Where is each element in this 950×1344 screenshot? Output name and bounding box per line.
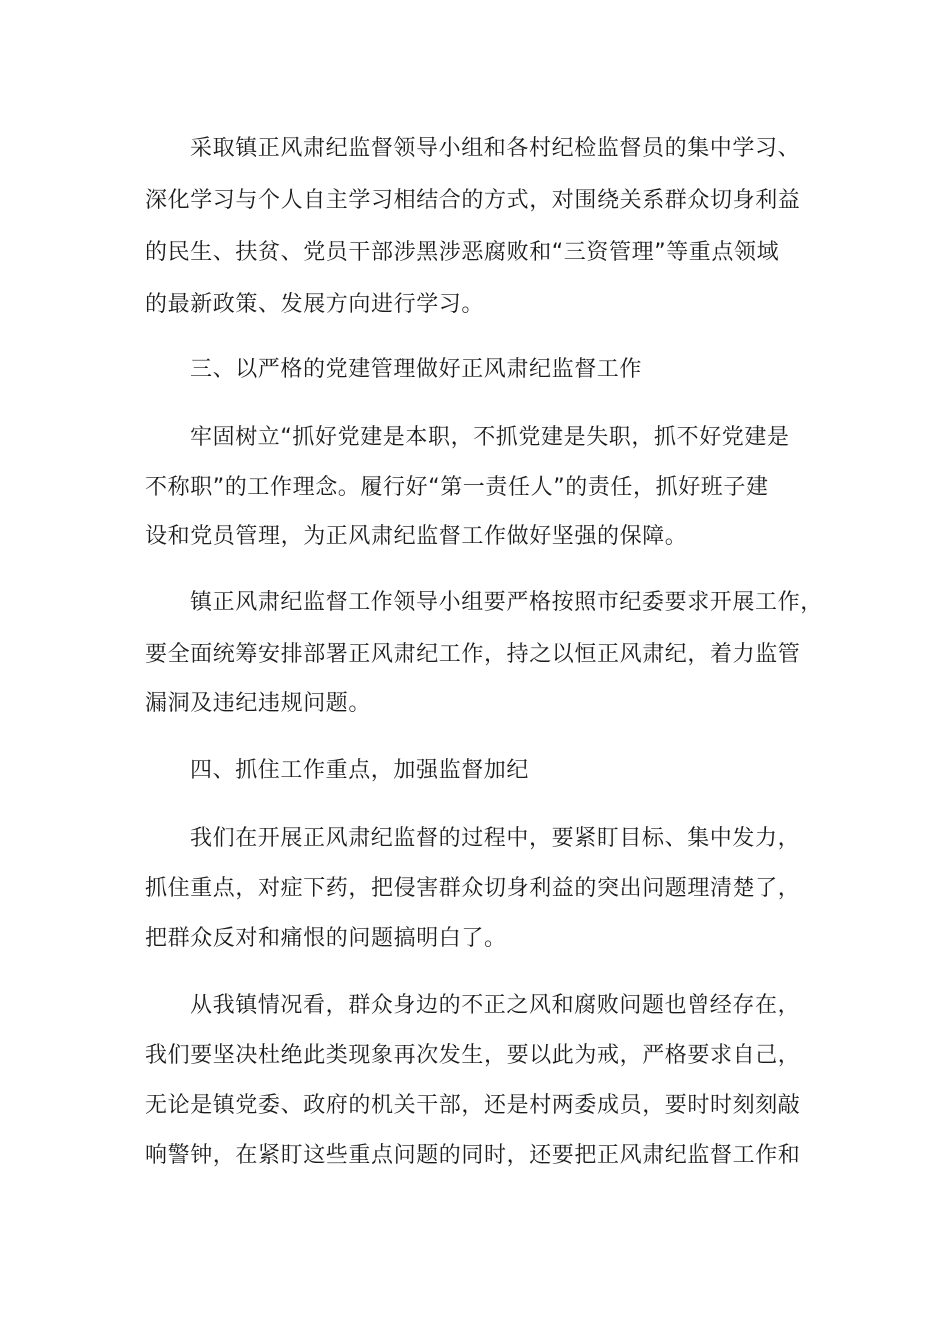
paragraph-5-line-2: 我们要坚决杜绝此类现象再次发生，要以此为戒，严格要求自己， — [145, 1043, 801, 1068]
paragraph-4-line-3: 把群众反对和痛恨的问题搞明白了。 — [145, 926, 507, 951]
paragraph-5-line-4: 响警钟，在紧盯这些重点问题的同时，还要把正风肃纪监督工作和 — [145, 1143, 801, 1168]
paragraph-4-line-1: 我们在开展正风肃纪监督的过程中，要紧盯目标、集中发力， — [190, 826, 801, 851]
section-heading-4: 四、抓住工作重点，加强监督加纪 — [190, 758, 530, 783]
paragraph-1-line-1: 采取镇正风肃纪监督领导小组和各村纪检监督员的集中学习、 — [190, 136, 801, 161]
paragraph-5-line-1: 从我镇情况看，群众身边的不正之风和腐败问题也曾经存在， — [190, 993, 801, 1018]
section-heading-3: 三、以严格的党建管理做好正风肃纪监督工作 — [190, 357, 643, 382]
paragraph-5-line-3: 无论是镇党委、政府的机关干部，还是村两委成员，要时时刻刻敲 — [145, 1093, 801, 1118]
paragraph-1-line-4: 的最新政策、发展方向进行学习。 — [145, 292, 485, 317]
paragraph-1-line-3: 的民生、扶贫、党员干部涉黑涉恶腐败和“三资管理”等重点领域 — [145, 240, 780, 265]
paragraph-3-line-3: 漏洞及违纪违规问题。 — [145, 691, 372, 716]
paragraph-2-line-1: 牢固树立“抓好党建是本职，不抓党建是失职，抓不好党建是 — [190, 425, 790, 450]
paragraph-1-line-2: 深化学习与个人自主学习相结合的方式，对围绕关系群众切身利益 — [145, 188, 801, 213]
paragraph-2-line-2: 不称职”的工作理念。履行好“第一责任人”的责任，抓好班子建 — [145, 475, 769, 500]
paragraph-3-line-1: 镇正风肃纪监督工作领导小组要严格按照市纪委要求开展工作， — [190, 590, 823, 615]
paragraph-4-line-2: 抓住重点，对症下药，把侵害群众切身利益的突出问题理清楚了， — [145, 876, 801, 901]
paragraph-2-line-3: 设和党员管理，为正风肃纪监督工作做好坚强的保障。 — [145, 524, 688, 549]
paragraph-3-line-2: 要全面统筹安排部署正风肃纪工作，持之以恒正风肃纪，着力监管 — [145, 642, 801, 667]
